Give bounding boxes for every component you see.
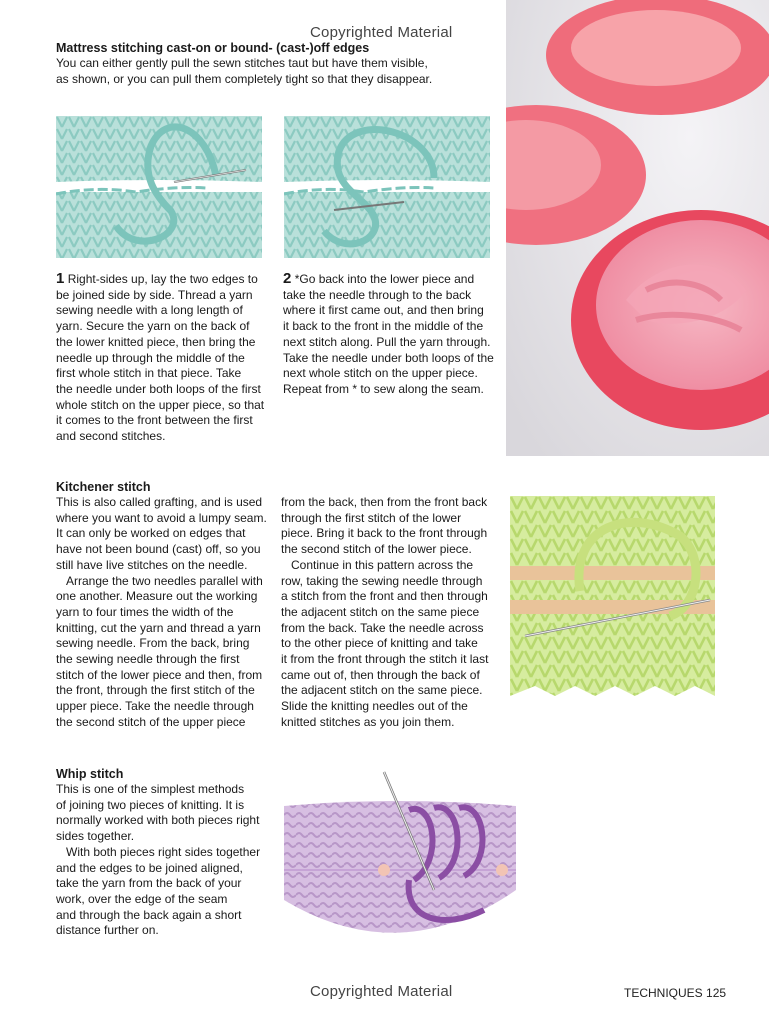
mattress-heading: Mattress stitching cast-on or bound- (cast-)off edges [56,41,370,55]
step-1-line: first whole stitch in that piece. Take [56,366,242,381]
watermark-bottom: Copyrighted Material [310,983,453,1000]
step-2-line: next stitch along. Pull the yarn through. [283,334,491,349]
step-2-line: take the needle through to the back [283,287,472,302]
step-1-line: be joined side by side. Thread a yarn [56,287,253,302]
page-number: 125 [706,986,727,1000]
kitchener-line: came out of, then through the back of [281,667,480,682]
whip-line: take the yarn from the back of your [56,876,242,891]
whip-line: work, over the edge of the seam [56,891,228,906]
kitchener-line: it from the front through the stitch it last [281,652,489,667]
whip-line: of joining two pieces of knitting. It is [56,797,245,812]
whip-heading: Whip stitch [56,767,124,781]
kitchener-line: knitting, cut the yarn and thread a yarn [56,620,261,635]
mattress-intro-line-2: as shown, or you can pull them completely tight so that they disappear. [56,71,433,86]
kitchener-line: sewing needle. From the back, bring [56,636,250,651]
kitchener-line: still have live stitches on the needle. [56,557,248,572]
mattress-illustration-2 [284,116,490,258]
kitchener-line: Slide the knitting needles out of the [281,699,468,714]
mattress-step-1 [56,271,268,445]
step-1-line: whole stitch on the upper piece, so that [56,397,265,412]
step-1-line: Right-sides up, lay the two edges to [67,272,258,286]
watermark-top: Copyrighted Material [310,24,453,41]
footer-section: TECHNIQUES [624,986,703,1000]
kitchener-line: the sewing needle through the first [56,652,240,667]
knitted-flowers-photo [506,0,769,456]
kitchener-line: stitch of the lower piece and then, from [56,667,263,682]
step-2-line: *Go back into the lower piece and [294,272,475,286]
step-1-line: the lower knitted piece, then bring the [56,334,256,349]
kitchener-line: the adjacent stitch on the same piece [281,604,480,619]
kitchener-line: from the back. Take the needle across [281,620,484,635]
kitchener-line: one another. Measure out the working [56,589,258,604]
kitchener-line: the second stitch of the lower piece. [281,542,472,557]
kitchener-line: where you want to avoid a lumpy seam. [56,510,267,525]
kitchener-line: the second stitch of the upper piece [56,714,246,729]
step-1-line: yarn. Secure the yarn on the back of [56,319,250,334]
kitchener-line: Continue in this pattern across the [291,557,474,572]
kitchener-line: It can only be worked on edges that [56,526,246,541]
step-2-line: it back to the front in the middle of the [283,319,484,334]
kitchener-line: row, taking the sewing needle through [281,573,483,588]
kitchener-line: from the back, then from the front back [281,495,488,509]
mattress-intro-line-1: You can either gently pull the sewn stitches taut but have them visible, [56,56,428,70]
kitchener-line: yarn to four times the width of the [56,604,234,619]
whip-section [56,766,266,939]
kitchener-line: have not been bound (cast) off, so you [56,542,261,557]
step-1-number: 1 [56,270,65,287]
whip-line: sides together. [56,829,135,844]
kitchener-line: to the other piece of knitting and take [281,636,478,651]
whip-line: distance further on. [56,923,159,938]
whip-illustration [284,770,516,946]
step-1-line: sewing needle with a long length of [56,303,243,318]
kitchener-line: the front, through the first stitch of the [56,683,255,698]
kitchener-line: upper piece. Take the needle through [56,699,254,714]
kitchener-line: the adjacent stitch on the same piece. [281,683,483,698]
step-2-line: Repeat from * to sew along the seam. [283,381,484,396]
page-footer [624,986,726,1000]
whip-line: With both pieces right sides together [66,844,261,859]
step-1-line: it comes to the front between the first [56,413,253,428]
kitchener-line: through the first stitch of the lower [281,510,462,525]
kitchener-illustration [510,496,715,696]
whip-line: This is one of the simplest methods [56,782,245,796]
step-2-number: 2 [283,270,292,287]
kitchener-line: a stitch from the front and then through [281,589,488,604]
step-2-line: where it first came out, and then bring [283,303,484,318]
whip-line: normally worked with both pieces right [56,813,260,828]
mattress-section-header [56,40,496,87]
whip-line: and through the back again a short [56,907,242,922]
step-1-line: and second stitches. [56,429,166,444]
step-1-line: the needle under both loops of the first [56,381,261,396]
step-2-line: next whole stitch on the upper piece. [283,366,478,381]
kitchener-column-2 [281,495,497,731]
kitchener-line: This is also called grafting, and is used [56,495,263,509]
step-1-line: needle up through the middle of the [56,350,245,365]
kitchener-line: piece. Bring it back to the front through [281,526,488,541]
kitchener-line: Arrange the two needles parallel with [66,573,263,588]
kitchener-line: knitted stitches as you join them. [281,714,455,729]
whip-line: and the edges to be joined aligned, [56,860,243,875]
mattress-illustration-1 [56,116,262,258]
step-2-line: Take the needle under both loops of the [283,350,494,365]
mattress-step-2 [283,271,497,398]
kitchener-column-1 [56,479,270,731]
kitchener-heading: Kitchener stitch [56,480,151,494]
